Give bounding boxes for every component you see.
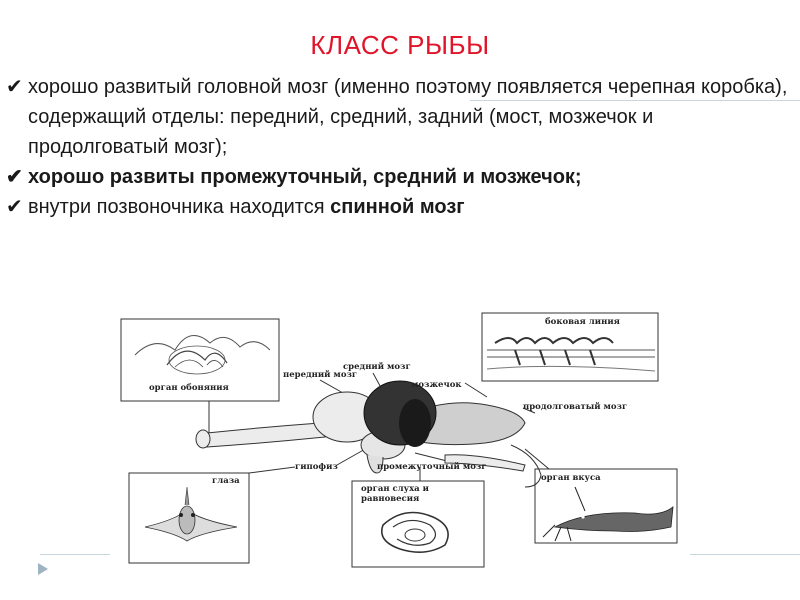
bullet-bold-text: спинной мозг xyxy=(330,196,465,218)
lateral-line-inset xyxy=(482,313,658,381)
hearing-inset xyxy=(352,481,484,567)
label-cerebellum: мозжечок xyxy=(411,380,462,390)
label-midbrain: средний мозг xyxy=(343,362,411,372)
label-diencephalon: промежуточный мозг xyxy=(377,462,487,472)
label-medulla: продолговатый мозг xyxy=(523,402,628,412)
bullet-list xyxy=(6,72,796,222)
check-icon: ✔ xyxy=(6,76,23,98)
label-olfactory: орган обоняния xyxy=(149,383,229,393)
eyes-inset xyxy=(129,473,249,563)
bullet-text: внутри позвоночника находится xyxy=(28,196,331,218)
bullet-item-brain xyxy=(6,72,796,162)
fish-brain-diagram xyxy=(115,305,685,573)
bullet-text: хорошо развитый головной мозг (именно поэтому появляется черепная коробка), содержащий отделы: передний, средний, задний (мост, мозжечок и продолговатый мозг); xyxy=(28,76,788,158)
bullet-item-spinal xyxy=(6,192,796,222)
label-pituitary: гипофиз xyxy=(295,462,338,472)
check-icon: ✔ xyxy=(6,166,23,188)
label-hearing-2: равновесия xyxy=(361,494,420,504)
label-hearing-1: орган слуха и xyxy=(361,484,429,494)
bottom-accent-line-right xyxy=(690,554,800,555)
slide-title: КЛАСС РЫБЫ xyxy=(310,30,490,60)
bottom-accent-line xyxy=(40,554,110,555)
label-forebrain: передний мозг xyxy=(283,370,358,380)
label-eyes: глаза xyxy=(212,476,240,486)
olfactory-organ-inset xyxy=(121,319,279,401)
check-icon: ✔ xyxy=(6,196,23,218)
triangle-right-icon[interactable] xyxy=(36,562,50,576)
label-lateral-line: боковая линия xyxy=(545,317,620,327)
bullet-text: хорошо развиты промежуточный, средний и мозжечок; xyxy=(28,166,582,188)
label-taste: орган вкуса xyxy=(541,473,601,483)
bullet-item-developed xyxy=(6,162,796,192)
taste-inset xyxy=(535,469,677,543)
